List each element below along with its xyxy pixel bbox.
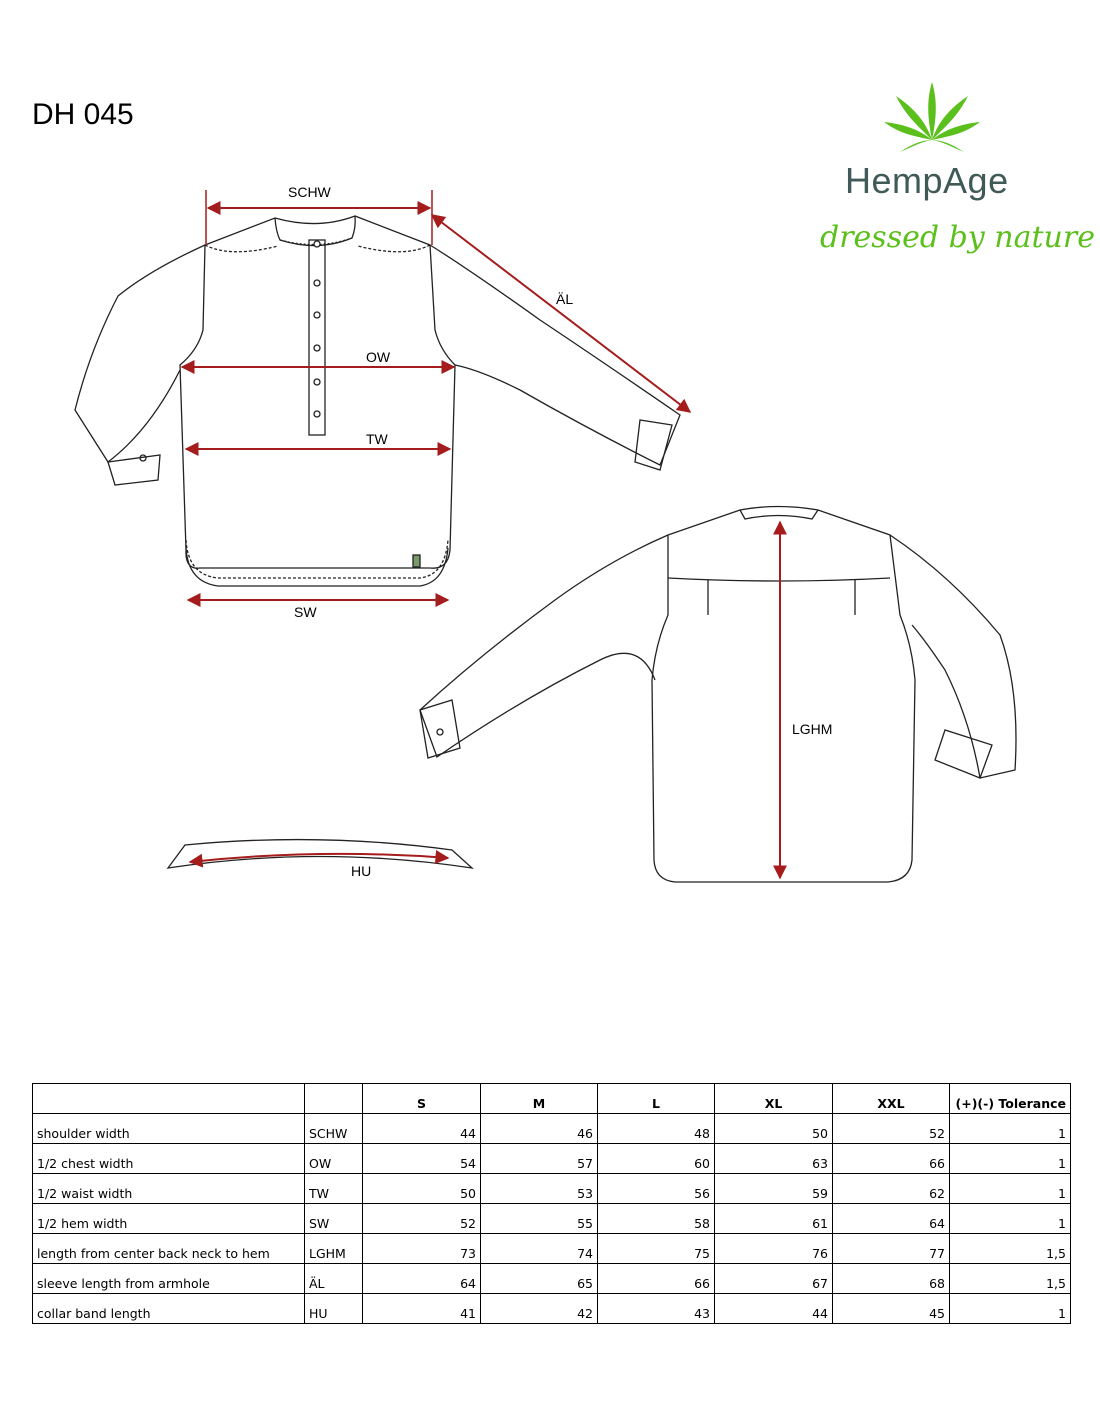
- row-label: collar band length: [33, 1294, 305, 1324]
- row-code: ÄL: [305, 1264, 363, 1294]
- value-cell: 66: [833, 1144, 950, 1174]
- brand-tagline: dressed by nature: [820, 220, 1095, 255]
- header-size-xxl: XXL: [833, 1084, 950, 1114]
- row-label: 1/2 waist width: [33, 1174, 305, 1204]
- value-cell: 67: [715, 1264, 833, 1294]
- tolerance-cell: 1: [950, 1144, 1071, 1174]
- tolerance-cell: 1,5: [950, 1234, 1071, 1264]
- value-cell: 56: [598, 1174, 715, 1204]
- value-cell: 66: [598, 1264, 715, 1294]
- row-label: length from center back neck to hem: [33, 1234, 305, 1264]
- value-cell: 75: [598, 1234, 715, 1264]
- tolerance-cell: 1,5: [950, 1264, 1071, 1294]
- label-schw: SCHW: [288, 184, 331, 200]
- value-cell: 48: [598, 1114, 715, 1144]
- table-row: [33, 1234, 1071, 1264]
- value-cell: 42: [481, 1294, 598, 1324]
- brand-name: HempAge: [845, 160, 1009, 201]
- value-cell: 41: [363, 1294, 481, 1324]
- header-size-s: S: [363, 1084, 481, 1114]
- label-hu: HU: [351, 863, 372, 879]
- value-cell: 52: [363, 1204, 481, 1234]
- value-cell: 57: [481, 1144, 598, 1174]
- row-label: sleeve length from armhole: [33, 1264, 305, 1294]
- value-cell: 63: [715, 1144, 833, 1174]
- value-cell: 44: [715, 1294, 833, 1324]
- value-cell: 44: [363, 1114, 481, 1144]
- header-label: [33, 1084, 305, 1114]
- value-cell: 55: [481, 1204, 598, 1234]
- label-al: ÄL: [556, 291, 574, 307]
- table-row: [33, 1144, 1071, 1174]
- measurement-lines: [182, 208, 780, 878]
- label-ow: OW: [366, 349, 391, 365]
- row-code: OW: [305, 1144, 363, 1174]
- label-tw: TW: [366, 431, 388, 447]
- tolerance-cell: 1: [950, 1174, 1071, 1204]
- value-cell: 46: [481, 1114, 598, 1144]
- row-code: TW: [305, 1174, 363, 1204]
- value-cell: 77: [833, 1234, 950, 1264]
- row-code: LGHM: [305, 1234, 363, 1264]
- tolerance-cell: 1: [950, 1294, 1071, 1324]
- front-shirt: [75, 216, 680, 586]
- value-cell: 54: [363, 1144, 481, 1174]
- label-lghm: LGHM: [792, 721, 833, 737]
- header-size-m: M: [481, 1084, 598, 1114]
- table-row: [33, 1264, 1071, 1294]
- size-table-header: [33, 1084, 1071, 1114]
- value-cell: 76: [715, 1234, 833, 1264]
- row-label: shoulder width: [33, 1114, 305, 1144]
- row-label: 1/2 hem width: [33, 1204, 305, 1234]
- header-tolerance: (+)(-) Tolerance: [950, 1084, 1071, 1114]
- value-cell: 58: [598, 1204, 715, 1234]
- value-cell: 64: [363, 1264, 481, 1294]
- value-cell: 45: [833, 1294, 950, 1324]
- value-cell: 43: [598, 1294, 715, 1324]
- value-cell: 50: [715, 1114, 833, 1144]
- value-cell: 62: [833, 1174, 950, 1204]
- value-cell: 53: [481, 1174, 598, 1204]
- value-cell: 64: [833, 1204, 950, 1234]
- row-code: SCHW: [305, 1114, 363, 1144]
- table-row: [33, 1174, 1071, 1204]
- tolerance-cell: 1: [950, 1114, 1071, 1144]
- value-cell: 73: [363, 1234, 481, 1264]
- row-code: SW: [305, 1204, 363, 1234]
- table-row: [33, 1204, 1071, 1234]
- header-size-xl: XL: [715, 1084, 833, 1114]
- value-cell: 59: [715, 1174, 833, 1204]
- tolerance-cell: 1: [950, 1204, 1071, 1234]
- value-cell: 50: [363, 1174, 481, 1204]
- value-cell: 68: [833, 1264, 950, 1294]
- table-row: [33, 1114, 1071, 1144]
- table-row: [33, 1294, 1071, 1324]
- size-table: [32, 1083, 1071, 1324]
- model-number: DH 045: [32, 98, 134, 131]
- header-code: [305, 1084, 363, 1114]
- row-label: 1/2 chest width: [33, 1144, 305, 1174]
- label-sw: SW: [294, 604, 317, 620]
- value-cell: 74: [481, 1234, 598, 1264]
- header-size-l: L: [598, 1084, 715, 1114]
- value-cell: 60: [598, 1144, 715, 1174]
- back-shirt: [420, 507, 1016, 883]
- al-measure: [432, 215, 690, 412]
- row-code: HU: [305, 1294, 363, 1324]
- value-cell: 52: [833, 1114, 950, 1144]
- value-cell: 65: [481, 1264, 598, 1294]
- value-cell: 61: [715, 1204, 833, 1234]
